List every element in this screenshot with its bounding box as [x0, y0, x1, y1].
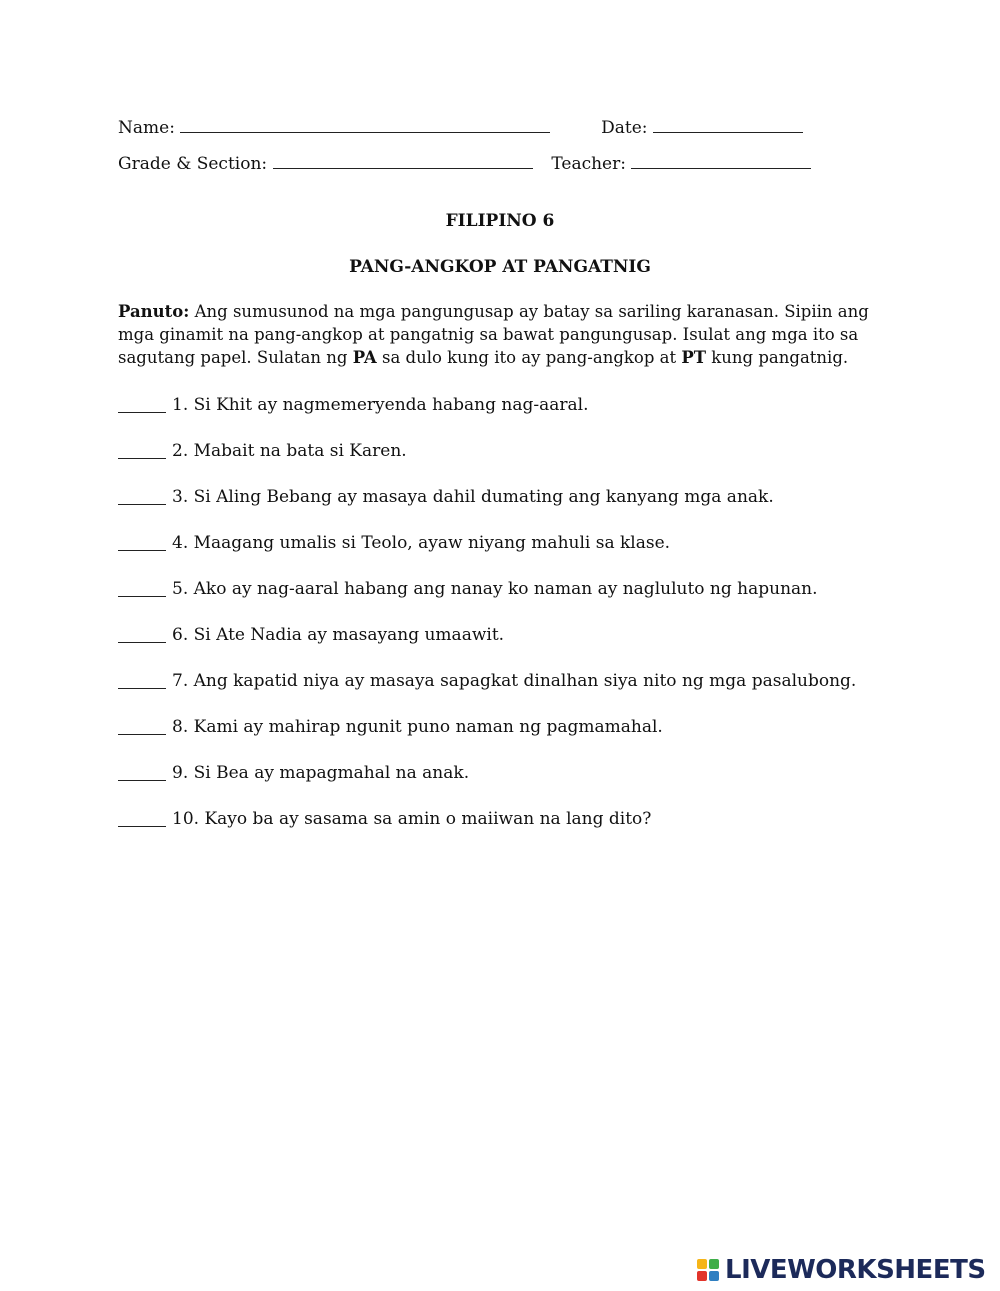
instructions-pa: PA	[352, 348, 377, 367]
question-item	[118, 809, 856, 855]
answer-blank[interactable]	[118, 671, 166, 689]
question-item	[118, 717, 856, 763]
answer-blank[interactable]	[118, 395, 166, 413]
question-text: 5. Ako ay nag-aaral habang ang nanay ko naman ay nagluluto ng hapunan.	[172, 579, 818, 599]
date-label: Date:	[601, 118, 648, 138]
question-item	[118, 441, 856, 487]
question-text: 2. Mabait na bata si Karen.	[172, 441, 407, 461]
question-list	[118, 395, 856, 855]
answer-blank[interactable]	[118, 487, 166, 505]
question-text: 6. Si Ate Nadia ay masayang umaawit.	[172, 625, 505, 645]
grade-teacher-row	[118, 154, 811, 174]
topic-title: PANG-ANGKOP AT PANGATNIG	[349, 257, 651, 277]
grade-section-field[interactable]	[273, 154, 533, 169]
logo-mark-icon	[697, 1259, 719, 1281]
liveworksheets-logo	[697, 1255, 986, 1285]
teacher-label: Teacher:	[551, 154, 626, 174]
subject-title: FILIPINO 6	[445, 211, 555, 231]
question-item	[118, 487, 856, 533]
question-text: 4. Maagang umalis si Teolo, ayaw niyang mahuli sa klase.	[172, 533, 671, 553]
question-text: 7. Ang kapatid niya ay masaya sapagkat dinalhan siya nito ng mga pasalubong.	[172, 671, 857, 691]
instructions-pt: PT	[681, 348, 707, 367]
question-text: 8. Kami ay mahirap ngunit puno naman ng pagmamahal.	[172, 717, 663, 737]
question-text: 10. Kayo ba ay sasama sa amin o maiiwan na lang dito?	[172, 809, 652, 829]
answer-blank[interactable]	[118, 533, 166, 551]
date-field[interactable]	[653, 118, 803, 133]
grade-section-label: Grade & Section:	[118, 154, 268, 174]
question-item	[118, 671, 856, 717]
instructions	[118, 300, 888, 369]
answer-blank[interactable]	[118, 579, 166, 597]
name-field[interactable]	[180, 118, 550, 133]
name-label: Name:	[118, 118, 175, 138]
answer-blank[interactable]	[118, 763, 166, 781]
instructions-label: Panuto:	[118, 302, 190, 321]
instructions-text-1: Ang sumusunod na mga pangungusap ay batay sa sariling karanasan. Sipiin ang mga ginamit na pang-angkop at pangatnig sa bawat pangungusap. Isulat ang mga ito sa sagutang papel. Sulatan ng	[118, 302, 869, 367]
name-date-row	[118, 118, 803, 138]
question-item	[118, 533, 856, 579]
logo-text: LIVEWORKSHEETS	[725, 1255, 986, 1285]
question-text: 9. Si Bea ay mapagmahal na anak.	[172, 763, 470, 783]
question-text: 1. Si Khit ay nagmemeryenda habang nag-aaral.	[172, 395, 589, 415]
question-text: 3. Si Aling Bebang ay masaya dahil dumating ang kanyang mga anak.	[172, 487, 774, 507]
instructions-text-2: sa dulo kung ito ay pang-angkop at	[376, 348, 682, 367]
answer-blank[interactable]	[118, 441, 166, 459]
question-item	[118, 763, 856, 809]
question-item	[118, 579, 856, 625]
answer-blank[interactable]	[118, 809, 166, 827]
answer-blank[interactable]	[118, 717, 166, 735]
answer-blank[interactable]	[118, 625, 166, 643]
instructions-text-3: kung pangatnig.	[706, 348, 849, 367]
teacher-field[interactable]	[631, 154, 811, 169]
question-item	[118, 395, 856, 441]
question-item	[118, 625, 856, 671]
